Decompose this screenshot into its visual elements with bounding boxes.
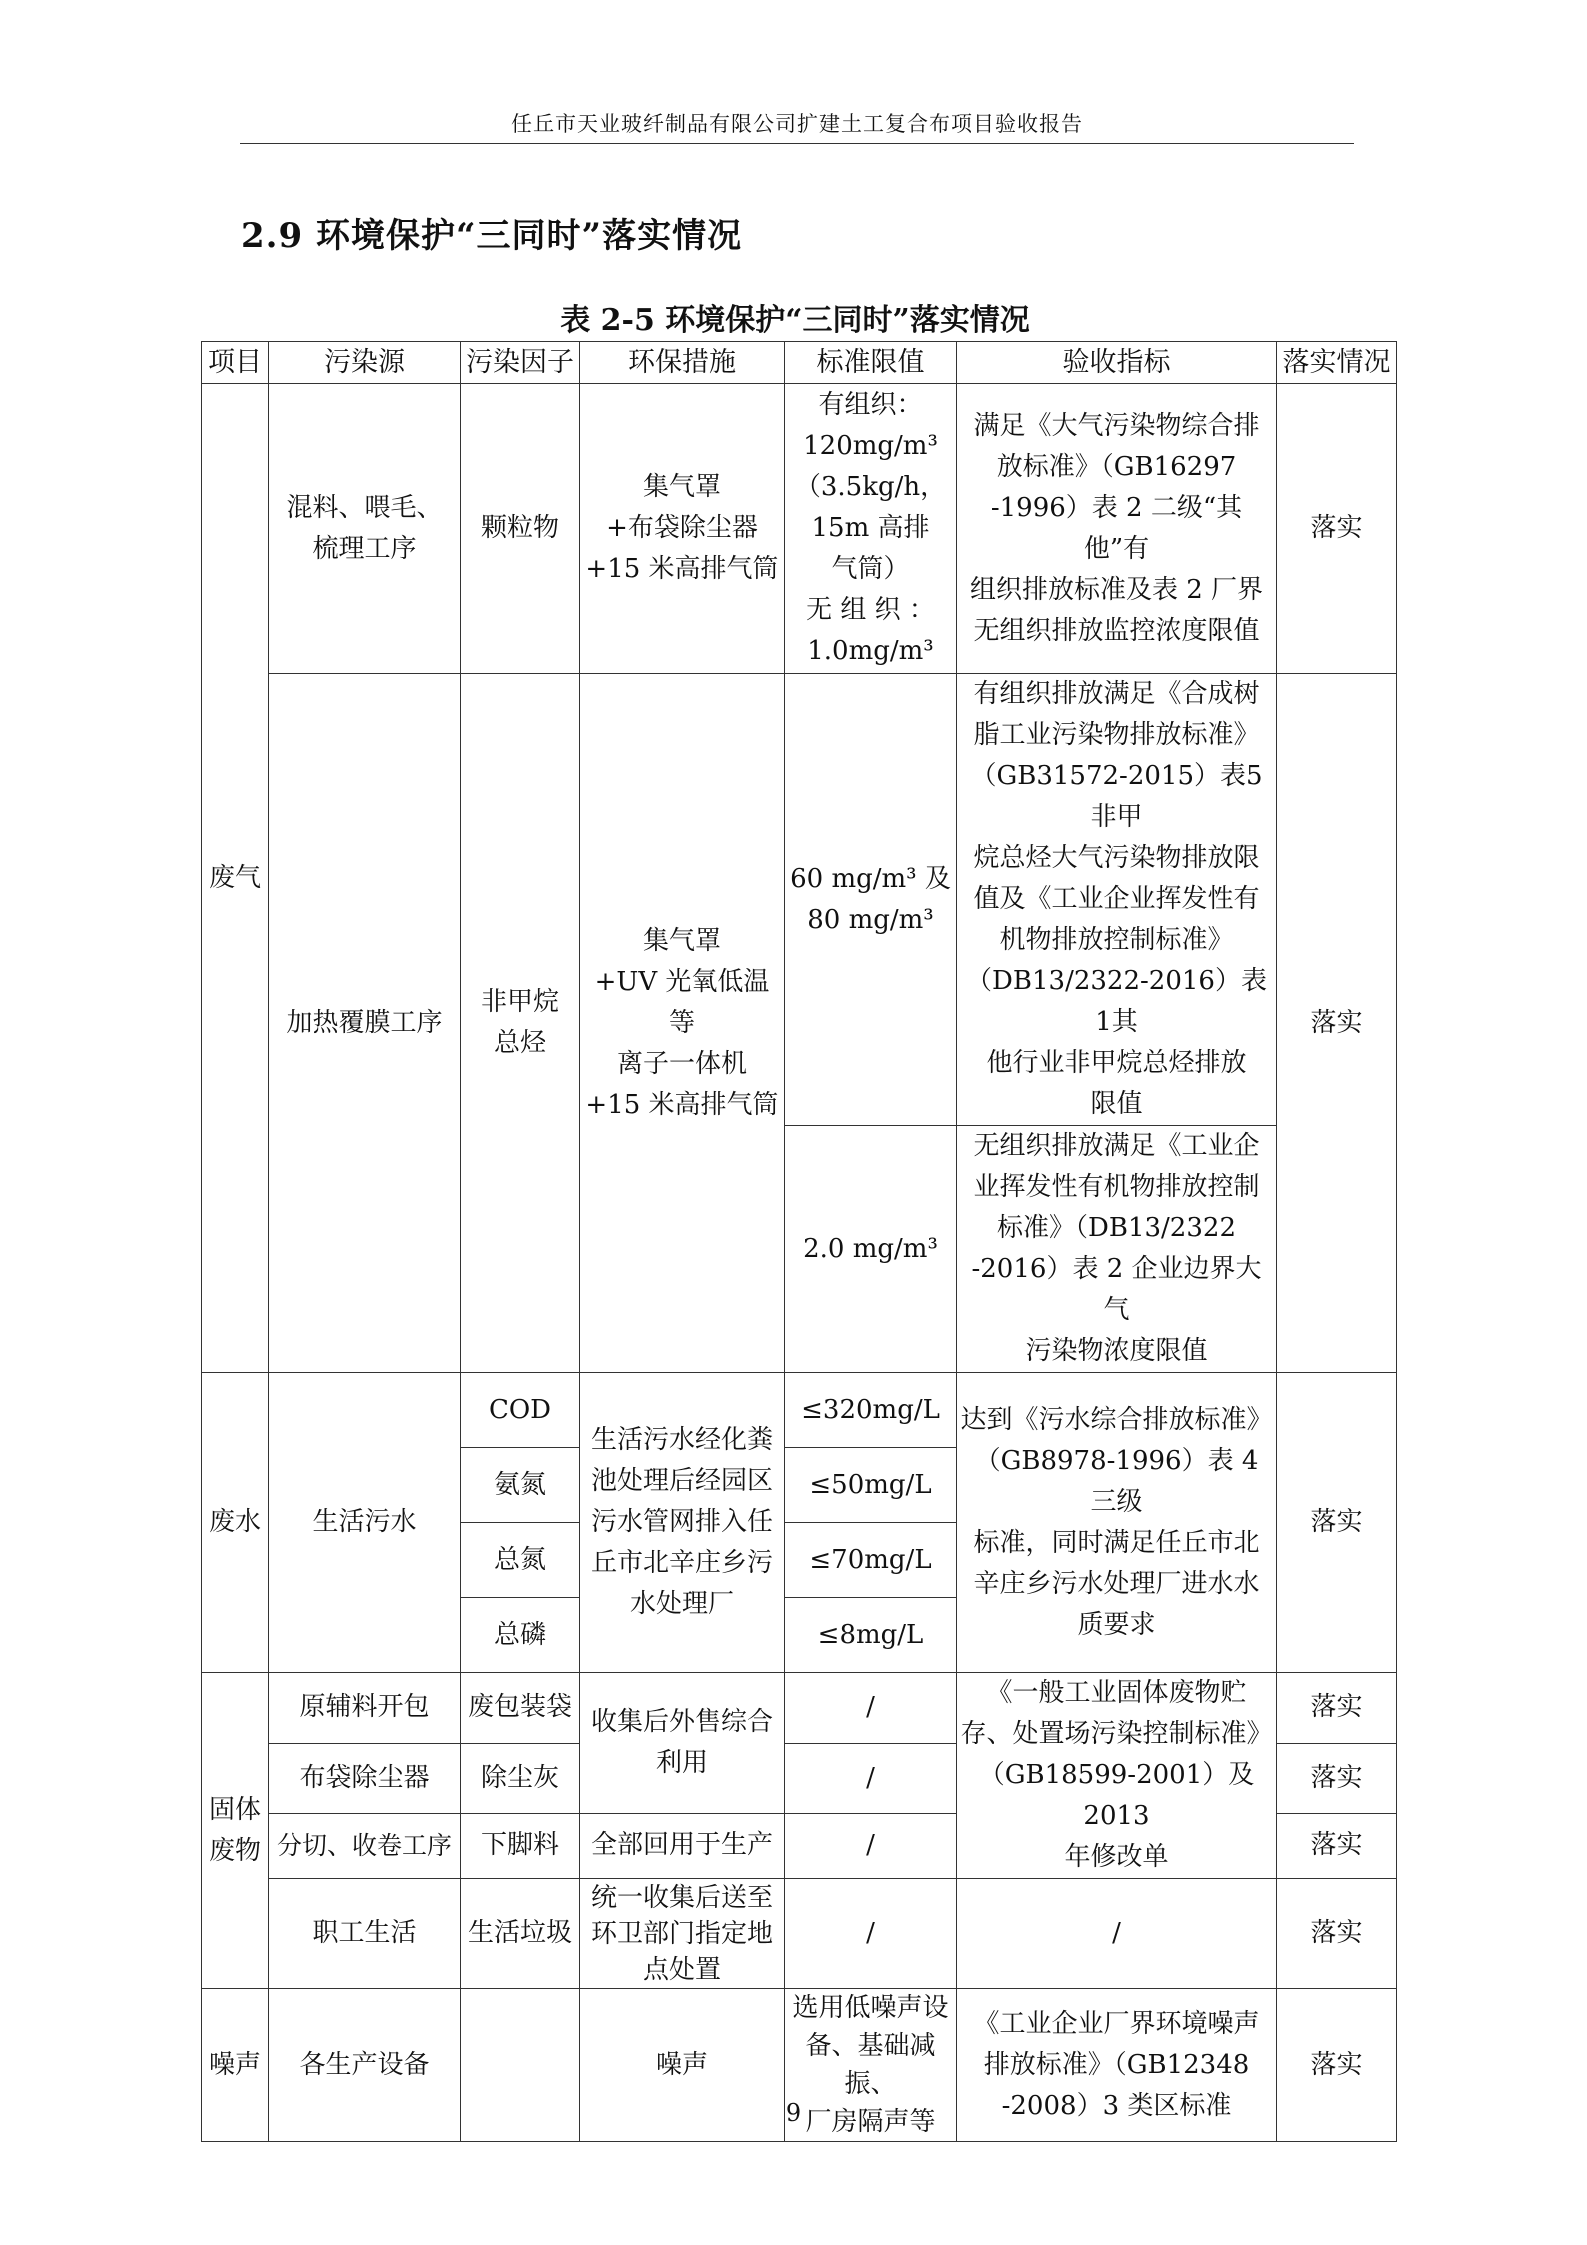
limit-cell: 2.0 mg/m³ (785, 1126, 957, 1373)
limit-cell: ≤320mg/L (785, 1373, 957, 1448)
status-cell: 落实 (1277, 1673, 1397, 1744)
factor-cell: 非甲烷 总烃 (461, 674, 580, 1373)
source-cell: 职工生活 (269, 1879, 461, 1989)
limit-cell: 有组织： 120mg/m³ （3.5kg/h， 15m 高排 气筒） 无 组 织 ： 1.0mg/m³ (785, 384, 957, 674)
indicator-cell: 有组织排放满足《合成树 脂工业污染物排放标准》 （GB31572-2015）表5非甲 烷总烃大气污染物排放限 值及《工业企业挥发性有 机物排放控制标准》 （DB13/2322-2016）表1其 他行业非甲烷总烃排放 限值 (957, 674, 1277, 1126)
category-cell: 固体废物 (202, 1673, 269, 1989)
table-row (202, 384, 1397, 674)
source-cell: 分切、收卷工序 (269, 1813, 461, 1878)
category-cell: 废水 (202, 1373, 269, 1673)
table-header-row (202, 342, 1397, 384)
table-row (202, 1673, 1397, 1744)
indicator-cell: 满足《大气污染物综合排 放标准》（GB16297 -1996）表 2 二级“其他”有 组织排放标准及表 2 厂界 无组织排放监控浓度限值 (957, 384, 1277, 674)
source-cell: 布袋除尘器 (269, 1743, 461, 1813)
limit-cell: ≤50mg/L (785, 1448, 957, 1523)
source-cell: 加热覆膜工序 (269, 674, 461, 1373)
column-header: 项目 (202, 342, 269, 384)
limit-cell: / (785, 1673, 957, 1744)
limit-cell: / (785, 1879, 957, 1989)
factor-cell: 总氮 (461, 1523, 580, 1598)
status-cell: 落实 (1277, 1879, 1397, 1989)
measure-cell: 统一收集后送至 环卫部门指定地 点处置 (580, 1879, 785, 1989)
limit-cell: / (785, 1743, 957, 1813)
table-caption: 表 2-5 环境保护“三同时”落实情况 (560, 303, 1030, 338)
category-cell: 废气 (202, 384, 269, 1373)
category-cell: 噪声 (202, 1989, 269, 2142)
column-header: 落实情况 (1277, 342, 1397, 384)
source-cell: 原辅料开包 (269, 1673, 461, 1744)
factor-cell: 除尘灰 (461, 1743, 580, 1813)
page-number: 9 (785, 2099, 802, 2127)
status-cell: 落实 (1277, 674, 1397, 1373)
column-header: 污染源 (269, 342, 461, 384)
measure-cell: 集气罩 +布袋除尘器 +15 米高排气筒 (580, 384, 785, 674)
column-header: 标准限值 (785, 342, 957, 384)
limit-cell: 60 mg/m³ 及 80 mg/m³ (785, 674, 957, 1126)
status-cell: 落实 (1277, 1813, 1397, 1878)
table-row (202, 674, 1397, 1126)
source-cell: 生活污水 (269, 1373, 461, 1673)
source-cell: 各生产设备 (269, 1989, 461, 2142)
status-cell: 落实 (1277, 384, 1397, 674)
measure-cell: 集气罩 +UV 光氧低温等 离子一体机 +15 米高排气筒 (580, 674, 785, 1373)
indicator-cell: / (957, 1879, 1277, 1989)
indicator-cell: 达到《污水综合排放标准》 （GB8978-1996）表 4 三级 标准，同时满足任丘市北 辛庄乡污水处理厂进水水 质要求 (957, 1373, 1277, 1673)
page-header: 任丘市天业玻纤制品有限公司扩建土工复合布项目验收报告 (511, 112, 1083, 136)
factor-cell: 总磷 (461, 1598, 580, 1673)
measure-cell: 全部回用于生产 (580, 1813, 785, 1878)
status-cell: 落实 (1277, 1373, 1397, 1673)
source-cell: 混料、喂毛、 梳理工序 (269, 384, 461, 674)
factor-cell: COD (461, 1373, 580, 1448)
factor-cell: 氨氮 (461, 1448, 580, 1523)
indicator-cell: 《工业企业厂界环境噪声 排放标准》（GB12348 -2008）3 类区标准 (957, 1989, 1277, 2142)
limit-cell: 选用低噪声设 备、基础减振、 厂房隔声等 (785, 1989, 957, 2142)
status-cell: 落实 (1277, 1989, 1397, 2142)
limit-cell: ≤70mg/L (785, 1523, 957, 1598)
header-rule (240, 143, 1354, 144)
factor-cell: 颗粒物 (461, 384, 580, 674)
status-cell: 落实 (1277, 1743, 1397, 1813)
column-header: 环保措施 (580, 342, 785, 384)
section-title: 2.9 环境保护“三同时”落实情况 (241, 216, 743, 256)
limit-cell: ≤8mg/L (785, 1598, 957, 1673)
limit-cell: / (785, 1813, 957, 1878)
measures-table (201, 341, 1397, 2142)
measure-cell: 生活污水经化粪 池处理后经园区 污水管网排入任 丘市北辛庄乡污 水处理厂 (580, 1373, 785, 1673)
factor-cell: 生活垃圾 (461, 1879, 580, 1989)
factor-cell: 废包装袋 (461, 1673, 580, 1744)
table-row (202, 1879, 1397, 1989)
table-row (202, 1373, 1397, 1448)
column-header: 污染因子 (461, 342, 580, 384)
measure-cell: 噪声 (580, 1989, 785, 2142)
indicator-cell: 无组织排放满足《工业企 业挥发性有机物排放控制 标准》（DB13/2322 -2016）表 2 企业边界大气 污染物浓度限值 (957, 1126, 1277, 1373)
indicator-cell: 《一般工业固体废物贮 存、处置场污染控制标准》 （GB18599-2001）及 2013 年修改单 (957, 1673, 1277, 1879)
measure-cell: 收集后外售综合 利用 (580, 1673, 785, 1814)
column-header: 验收指标 (957, 342, 1277, 384)
factor-cell: 下脚料 (461, 1813, 580, 1878)
